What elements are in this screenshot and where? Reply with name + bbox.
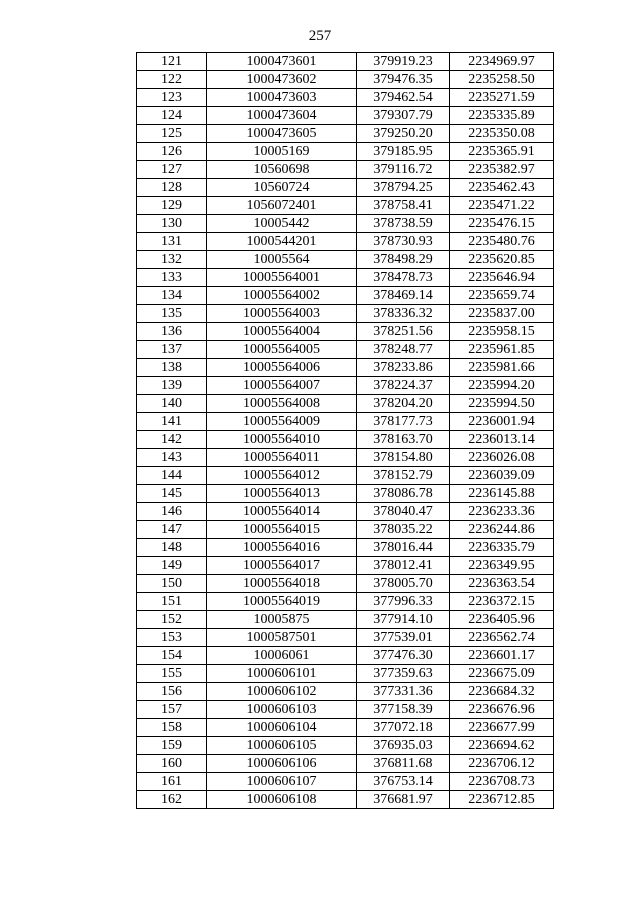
x-coordinate-cell: 378152.79: [357, 467, 450, 485]
x-coordinate-cell: 378040.47: [357, 503, 450, 521]
x-coordinate-cell: 378336.32: [357, 305, 450, 323]
row-number-cell: 160: [137, 755, 207, 773]
point-id-cell: 1000606101: [207, 665, 357, 683]
point-id-cell: 1000473602: [207, 71, 357, 89]
y-coordinate-cell: 2235659.74: [450, 287, 554, 305]
x-coordinate-cell: 378035.22: [357, 521, 450, 539]
table-row: [137, 179, 554, 197]
point-id-cell: 1000544201: [207, 233, 357, 251]
point-id-cell: 10005564019: [207, 593, 357, 611]
table-row: [137, 143, 554, 161]
x-coordinate-cell: 379462.54: [357, 89, 450, 107]
point-id-cell: 10005564: [207, 251, 357, 269]
point-id-cell: 10005564018: [207, 575, 357, 593]
x-coordinate-cell: 378224.37: [357, 377, 450, 395]
table-row: [137, 575, 554, 593]
y-coordinate-cell: 2236244.86: [450, 521, 554, 539]
table-row: [137, 647, 554, 665]
x-coordinate-cell: 379116.72: [357, 161, 450, 179]
row-number-cell: 133: [137, 269, 207, 287]
row-number-cell: 151: [137, 593, 207, 611]
row-number-cell: 161: [137, 773, 207, 791]
y-coordinate-cell: 2235258.50: [450, 71, 554, 89]
table-body: [137, 53, 554, 809]
y-coordinate-cell: 2235471.22: [450, 197, 554, 215]
row-number-cell: 136: [137, 323, 207, 341]
row-number-cell: 156: [137, 683, 207, 701]
table-row: [137, 737, 554, 755]
row-number-cell: 148: [137, 539, 207, 557]
row-number-cell: 126: [137, 143, 207, 161]
point-id-cell: 10005564015: [207, 521, 357, 539]
point-id-cell: 1000473601: [207, 53, 357, 71]
y-coordinate-cell: 2236013.14: [450, 431, 554, 449]
table-row: [137, 413, 554, 431]
point-id-cell: 1000606107: [207, 773, 357, 791]
x-coordinate-cell: 379307.79: [357, 107, 450, 125]
table-row: [137, 521, 554, 539]
x-coordinate-cell: 378163.70: [357, 431, 450, 449]
table-row: [137, 89, 554, 107]
table-row: [137, 305, 554, 323]
x-coordinate-cell: 378738.59: [357, 215, 450, 233]
y-coordinate-cell: 2235271.59: [450, 89, 554, 107]
row-number-cell: 157: [137, 701, 207, 719]
coordinates-table: [136, 52, 554, 809]
point-id-cell: 1056072401: [207, 197, 357, 215]
table-row: [137, 197, 554, 215]
table-row: [137, 287, 554, 305]
point-id-cell: 1000473605: [207, 125, 357, 143]
row-number-cell: 137: [137, 341, 207, 359]
y-coordinate-cell: 2236708.73: [450, 773, 554, 791]
table-row: [137, 233, 554, 251]
table-row: [137, 503, 554, 521]
point-id-cell: 1000606106: [207, 755, 357, 773]
table-row: [137, 557, 554, 575]
x-coordinate-cell: 378012.41: [357, 557, 450, 575]
y-coordinate-cell: 2236601.17: [450, 647, 554, 665]
point-id-cell: 10005564006: [207, 359, 357, 377]
row-number-cell: 145: [137, 485, 207, 503]
table-row: [137, 467, 554, 485]
row-number-cell: 155: [137, 665, 207, 683]
point-id-cell: 10005442: [207, 215, 357, 233]
table-row: [137, 431, 554, 449]
point-id-cell: 10005564016: [207, 539, 357, 557]
y-coordinate-cell: 2236706.12: [450, 755, 554, 773]
row-number-cell: 146: [137, 503, 207, 521]
x-coordinate-cell: 378469.14: [357, 287, 450, 305]
table-row: [137, 665, 554, 683]
point-id-cell: 10560698: [207, 161, 357, 179]
y-coordinate-cell: 2235462.43: [450, 179, 554, 197]
y-coordinate-cell: 2235480.76: [450, 233, 554, 251]
point-id-cell: 10005564017: [207, 557, 357, 575]
row-number-cell: 129: [137, 197, 207, 215]
x-coordinate-cell: 378248.77: [357, 341, 450, 359]
table-row: [137, 701, 554, 719]
x-coordinate-cell: 379476.35: [357, 71, 450, 89]
row-number-cell: 131: [137, 233, 207, 251]
y-coordinate-cell: 2234969.97: [450, 53, 554, 71]
point-id-cell: 10005564005: [207, 341, 357, 359]
y-coordinate-cell: 2236677.99: [450, 719, 554, 737]
point-id-cell: 1000473604: [207, 107, 357, 125]
row-number-cell: 153: [137, 629, 207, 647]
row-number-cell: 158: [137, 719, 207, 737]
table-row: [137, 251, 554, 269]
table-row: [137, 341, 554, 359]
x-coordinate-cell: 378086.78: [357, 485, 450, 503]
point-id-cell: 1000606105: [207, 737, 357, 755]
point-id-cell: 10006061: [207, 647, 357, 665]
point-id-cell: 10005564011: [207, 449, 357, 467]
y-coordinate-cell: 2236039.09: [450, 467, 554, 485]
x-coordinate-cell: 377476.30: [357, 647, 450, 665]
y-coordinate-cell: 2236694.62: [450, 737, 554, 755]
y-coordinate-cell: 2236335.79: [450, 539, 554, 557]
point-id-cell: 1000606102: [207, 683, 357, 701]
point-id-cell: 10005564007: [207, 377, 357, 395]
x-coordinate-cell: 379250.20: [357, 125, 450, 143]
point-id-cell: 10005564012: [207, 467, 357, 485]
point-id-cell: 10005564002: [207, 287, 357, 305]
table-row: [137, 449, 554, 467]
row-number-cell: 123: [137, 89, 207, 107]
y-coordinate-cell: 2235994.20: [450, 377, 554, 395]
row-number-cell: 142: [137, 431, 207, 449]
y-coordinate-cell: 2235365.91: [450, 143, 554, 161]
x-coordinate-cell: 377996.33: [357, 593, 450, 611]
y-coordinate-cell: 2236233.36: [450, 503, 554, 521]
row-number-cell: 162: [137, 791, 207, 809]
y-coordinate-cell: 2235981.66: [450, 359, 554, 377]
row-number-cell: 159: [137, 737, 207, 755]
y-coordinate-cell: 2235620.85: [450, 251, 554, 269]
row-number-cell: 140: [137, 395, 207, 413]
table-row: [137, 107, 554, 125]
row-number-cell: 122: [137, 71, 207, 89]
table-row: [137, 161, 554, 179]
row-number-cell: 124: [137, 107, 207, 125]
y-coordinate-cell: 2236349.95: [450, 557, 554, 575]
page-number: 257: [308, 28, 332, 44]
x-coordinate-cell: 377331.36: [357, 683, 450, 701]
y-coordinate-cell: 2236562.74: [450, 629, 554, 647]
point-id-cell: 1000606108: [207, 791, 357, 809]
x-coordinate-cell: 378478.73: [357, 269, 450, 287]
x-coordinate-cell: 378233.86: [357, 359, 450, 377]
table-row: [137, 395, 554, 413]
y-coordinate-cell: 2235961.85: [450, 341, 554, 359]
x-coordinate-cell: 377359.63: [357, 665, 450, 683]
table-row: [137, 71, 554, 89]
x-coordinate-cell: 378251.56: [357, 323, 450, 341]
table-row: [137, 791, 554, 809]
table-row: [137, 755, 554, 773]
point-id-cell: 1000606103: [207, 701, 357, 719]
row-number-cell: 143: [137, 449, 207, 467]
x-coordinate-cell: 377914.10: [357, 611, 450, 629]
x-coordinate-cell: 379185.95: [357, 143, 450, 161]
x-coordinate-cell: 378154.80: [357, 449, 450, 467]
table-row: [137, 773, 554, 791]
point-id-cell: 10005564008: [207, 395, 357, 413]
y-coordinate-cell: 2236684.32: [450, 683, 554, 701]
x-coordinate-cell: 378177.73: [357, 413, 450, 431]
row-number-cell: 150: [137, 575, 207, 593]
row-number-cell: 135: [137, 305, 207, 323]
row-number-cell: 132: [137, 251, 207, 269]
y-coordinate-cell: 2235382.97: [450, 161, 554, 179]
table-row: [137, 125, 554, 143]
x-coordinate-cell: 378794.25: [357, 179, 450, 197]
x-coordinate-cell: 376753.14: [357, 773, 450, 791]
y-coordinate-cell: 2235837.00: [450, 305, 554, 323]
y-coordinate-cell: 2236363.54: [450, 575, 554, 593]
row-number-cell: 138: [137, 359, 207, 377]
table-row: [137, 683, 554, 701]
row-number-cell: 127: [137, 161, 207, 179]
y-coordinate-cell: 2236675.09: [450, 665, 554, 683]
table-row: [137, 53, 554, 71]
point-id-cell: 10005564003: [207, 305, 357, 323]
x-coordinate-cell: 377539.01: [357, 629, 450, 647]
point-id-cell: 10005564009: [207, 413, 357, 431]
row-number-cell: 128: [137, 179, 207, 197]
table-row: [137, 629, 554, 647]
row-number-cell: 130: [137, 215, 207, 233]
point-id-cell: 10005564014: [207, 503, 357, 521]
x-coordinate-cell: 376681.97: [357, 791, 450, 809]
y-coordinate-cell: 2236676.96: [450, 701, 554, 719]
table-row: [137, 593, 554, 611]
row-number-cell: 125: [137, 125, 207, 143]
x-coordinate-cell: 378204.20: [357, 395, 450, 413]
table-row: [137, 359, 554, 377]
y-coordinate-cell: 2236712.85: [450, 791, 554, 809]
x-coordinate-cell: 376935.03: [357, 737, 450, 755]
point-id-cell: 1000606104: [207, 719, 357, 737]
y-coordinate-cell: 2235335.89: [450, 107, 554, 125]
point-id-cell: 10005875: [207, 611, 357, 629]
point-id-cell: 1000473603: [207, 89, 357, 107]
y-coordinate-cell: 2235646.94: [450, 269, 554, 287]
row-number-cell: 139: [137, 377, 207, 395]
row-number-cell: 147: [137, 521, 207, 539]
point-id-cell: 10005564001: [207, 269, 357, 287]
table-row: [137, 377, 554, 395]
x-coordinate-cell: 376811.68: [357, 755, 450, 773]
table-row: [137, 323, 554, 341]
y-coordinate-cell: 2236001.94: [450, 413, 554, 431]
point-id-cell: 10005564004: [207, 323, 357, 341]
y-coordinate-cell: 2235476.15: [450, 215, 554, 233]
table-row: [137, 719, 554, 737]
row-number-cell: 121: [137, 53, 207, 71]
y-coordinate-cell: 2236405.96: [450, 611, 554, 629]
row-number-cell: 154: [137, 647, 207, 665]
row-number-cell: 141: [137, 413, 207, 431]
row-number-cell: 134: [137, 287, 207, 305]
x-coordinate-cell: 378005.70: [357, 575, 450, 593]
table-row: [137, 215, 554, 233]
table-row: [137, 485, 554, 503]
x-coordinate-cell: 378016.44: [357, 539, 450, 557]
x-coordinate-cell: 378498.29: [357, 251, 450, 269]
x-coordinate-cell: 378730.93: [357, 233, 450, 251]
x-coordinate-cell: 377158.39: [357, 701, 450, 719]
y-coordinate-cell: 2236372.15: [450, 593, 554, 611]
row-number-cell: 152: [137, 611, 207, 629]
y-coordinate-cell: 2235350.08: [450, 125, 554, 143]
x-coordinate-cell: 378758.41: [357, 197, 450, 215]
x-coordinate-cell: 379919.23: [357, 53, 450, 71]
point-id-cell: 10005169: [207, 143, 357, 161]
y-coordinate-cell: 2235958.15: [450, 323, 554, 341]
y-coordinate-cell: 2235994.50: [450, 395, 554, 413]
point-id-cell: 10560724: [207, 179, 357, 197]
x-coordinate-cell: 377072.18: [357, 719, 450, 737]
y-coordinate-cell: 2236145.88: [450, 485, 554, 503]
point-id-cell: 1000587501: [207, 629, 357, 647]
table-row: [137, 269, 554, 287]
table-row: [137, 611, 554, 629]
point-id-cell: 10005564010: [207, 431, 357, 449]
row-number-cell: 144: [137, 467, 207, 485]
point-id-cell: 10005564013: [207, 485, 357, 503]
row-number-cell: 149: [137, 557, 207, 575]
table-row: [137, 539, 554, 557]
y-coordinate-cell: 2236026.08: [450, 449, 554, 467]
